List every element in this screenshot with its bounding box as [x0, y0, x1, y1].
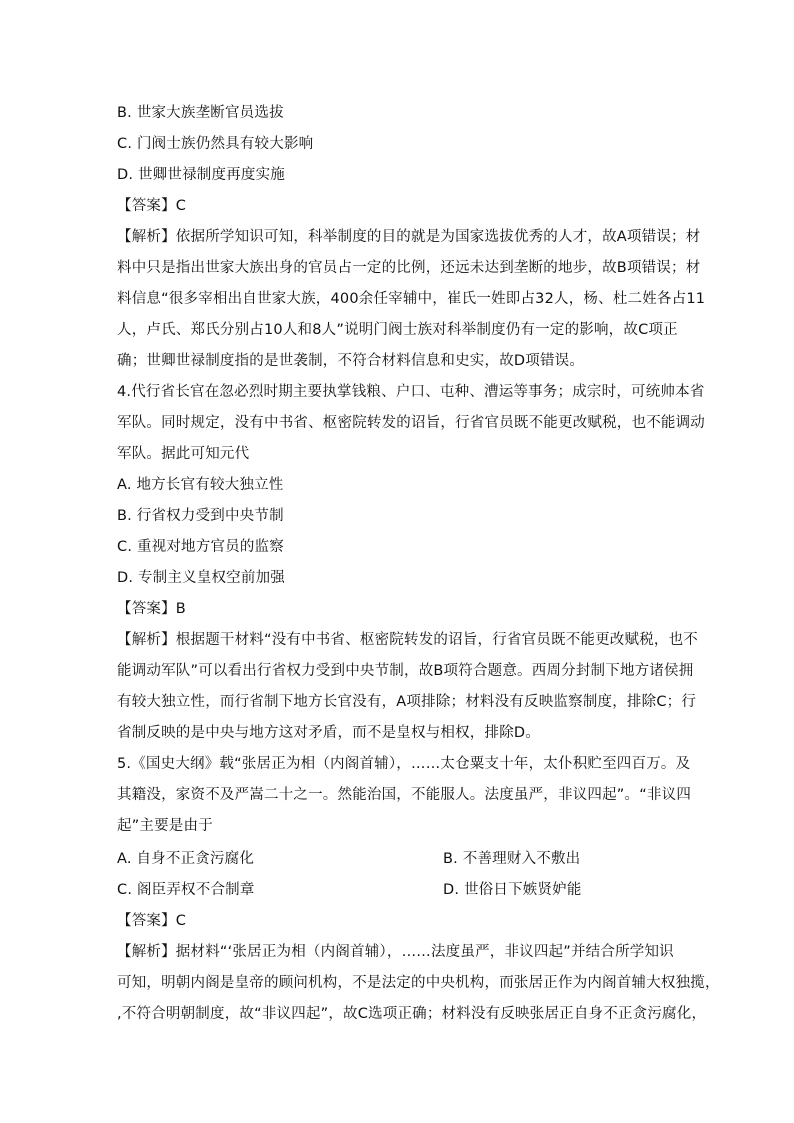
question-4-line-3: 军队。据此可知元代: [117, 446, 250, 462]
question-4-line-2: 军队。同时规定，没有中书省、枢密院转发的诏旨，行省官员既不能更改赋税，也不能调动: [117, 415, 705, 431]
analysis-q3-line-2: 料中只是指出世家大族出身的官员占一定的比例，还远未达到垄断的地步，故B项错误；材: [117, 260, 701, 276]
option-b-q3: B. 世家大族垄断官员选拔: [117, 105, 284, 121]
analysis-q4-line-1: 【解析】根据题干材料“没有中书省、枢密院转发的诏旨，行省官员既不能更改赋税，也不: [117, 632, 699, 648]
analysis-q3-line-3: 料信息“很多宰相出自世家大族，400余任宰辅中，崔氏一姓即占32人，杨、杜二姓各占11: [117, 291, 706, 307]
question-4-line-1: 4.代行省长官在忽必烈时期主要执掌钱粮、户口、屯种、漕运等事务；成宗时，可统帅本省: [117, 384, 705, 400]
analysis-q3-line-4: 人，卢氏、郑氏分别占10人和8人”说明门阀士族对科举制度仍有一定的影响，故C项正: [117, 322, 678, 338]
option-d-q3: D. 世卿世禄制度再度实施: [117, 167, 285, 183]
question-5-line-1: 5.《国史大纲》载“张居正为相（内阁首辅），……太仓粟支十年，太仆积贮至四百万。及: [117, 756, 691, 772]
option-a-q4: A. 地方长官有较大独立性: [117, 477, 284, 493]
analysis-q4-line-2: 能调动军队”可以看出行省权力受到中央节制，故B项符合题意。西周分封制下地方诸侯拥: [117, 663, 694, 679]
analysis-q4-line-3: 有较大独立性，而行省制下地方长官没有，A项排除；材料没有反映监察制度，排除C；行: [117, 694, 697, 710]
option-a-q5: A. 自身不正贪污腐化: [117, 851, 255, 867]
option-b-q5: B. 不善理财入不敷出: [443, 851, 581, 867]
analysis-q3-line-5: 确；世卿世禄制度指的是世袭制，不符合材料信息和史实，故D项错误。: [117, 353, 585, 369]
question-5-line-3: 起”主要是由于: [117, 818, 213, 834]
option-d-q5: D. 世俗日下嫉贤妒能: [443, 882, 582, 898]
question-5-line-2: 其籍没，家资不及严嵩二十之一。然能治国，不能服人。法度虽严，非议四起”。“非议四: [117, 787, 692, 803]
analysis-q3-line-1: 【解析】依据所学知识可知，科举制度的目的就是为国家选拔优秀的人才，故A项错误；材: [117, 229, 701, 245]
option-c-q5: C. 阁臣弄权不合制章: [117, 882, 255, 898]
answer-q5: 【答案】C: [117, 913, 187, 929]
option-c-q4: C. 重视对地方官员的监察: [117, 539, 284, 555]
analysis-q5-line-1: 【解析】据材料“‘张居正为相（内阁首辅），……法度虽严，非议四起”并结合所学知识: [117, 944, 674, 960]
option-c-q3: C. 门阀士族仍然具有较大影响: [117, 136, 314, 152]
answer-q4: 【答案】B: [117, 601, 186, 617]
analysis-q4-line-4: 省制反映的是中央与地方这对矛盾，而不是皇权与相权，排除D。: [117, 725, 540, 741]
analysis-q5-line-3: ,不符合明朝制度，故“非议四起”，故C选项正确；材料没有反映张居正自身不正贪污腐化，: [117, 1006, 707, 1022]
option-d-q4: D. 专制主义皇权空前加强: [117, 570, 285, 586]
analysis-q5-line-2: 可知，明朝内阁是皇帝的顾问机构，不是法定的中央机构，而张居正作为内阁首辅大权独揽，: [117, 975, 720, 991]
option-b-q4: B. 行省权力受到中央节制: [117, 508, 284, 524]
answer-q3: 【答案】C: [117, 198, 187, 214]
